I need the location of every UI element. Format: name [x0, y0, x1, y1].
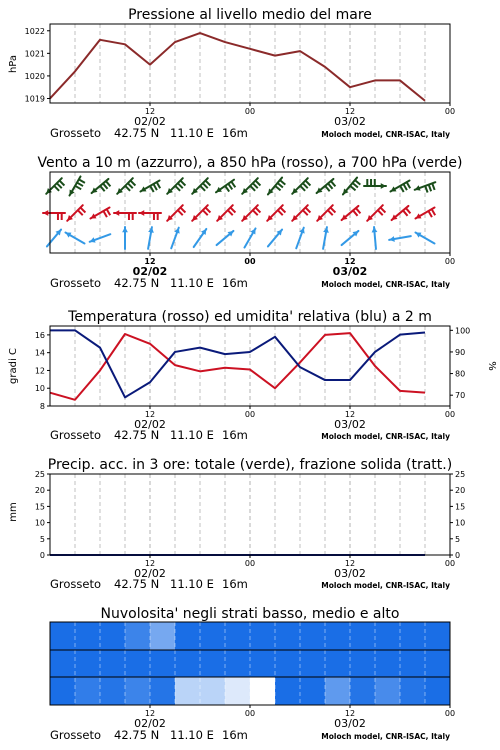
wind-barb-feather: [75, 186, 81, 190]
pressure-series: [50, 33, 425, 101]
x-tick-label: 12: [344, 257, 356, 266]
x-date-label: 02/02: [132, 265, 168, 278]
cloud-cell: [75, 622, 100, 650]
wind-arrow: [317, 179, 336, 193]
wind-arrow-head: [114, 210, 119, 216]
wind-barb-feather: [125, 186, 130, 191]
wind-barb-feather: [157, 182, 161, 188]
x-tick-label: 00: [444, 257, 456, 266]
pressure-grid: [75, 24, 425, 103]
wind-barb-feather: [59, 181, 64, 186]
model-credit: Moloch model, CNR-ISAC, Italy: [321, 732, 450, 741]
temperature-footer: [50, 428, 450, 442]
cloud-cell: [125, 650, 150, 677]
wind-barb-feather: [305, 181, 310, 186]
x-date-label: 03/02: [334, 418, 366, 431]
location-lat: 42.75 N: [114, 276, 160, 290]
location-elev: 16m: [222, 428, 248, 442]
cloud-cell: [375, 650, 400, 677]
cloud-cell: [200, 622, 225, 650]
y-tick-label: 1022: [24, 26, 45, 36]
wind-barb-feather: [180, 208, 185, 213]
cloud-cell: [400, 622, 425, 650]
precipitation-panel: [8, 457, 465, 591]
temperature-title: Temperatura (rosso) ed umidita' relativa (blu) a 2 m: [68, 309, 432, 325]
wind-barb-feather: [356, 208, 360, 213]
wind-barb-feather: [325, 186, 329, 191]
x-tick-label: 00: [444, 559, 456, 568]
wind-barb-feather: [305, 208, 310, 213]
y-tick-label: 10: [34, 518, 45, 528]
y-tick-label: 25: [455, 470, 466, 479]
cloud-cell: [275, 622, 300, 650]
wind-barb-feather: [205, 208, 210, 213]
wind-barb-feather: [328, 183, 332, 188]
wind-barb-feather: [432, 209, 436, 215]
wind-arrow: [192, 205, 210, 221]
location-lat: 42.75 N: [114, 577, 160, 591]
wind-barb-feather: [153, 184, 157, 190]
y-tick-label: 10: [34, 384, 45, 394]
wind-barb-feather: [205, 181, 210, 186]
y-tick-label: 16: [34, 330, 45, 340]
cloud-cell: [325, 650, 350, 677]
wind-barb-feather: [275, 186, 280, 190]
wind-barb-feather: [400, 186, 404, 192]
cloud-cell: [375, 677, 400, 705]
temperature-line: [50, 333, 425, 400]
x-tick-label: 00: [244, 410, 256, 419]
wind-barb-feather: [331, 181, 335, 186]
wind-barb-feather: [403, 210, 407, 215]
wind-arrow: [415, 233, 434, 244]
wind-barb-feather: [278, 210, 283, 215]
wind-barb-feather: [79, 179, 85, 183]
y-tick-label: 5: [455, 534, 461, 544]
wind-barb-feather: [200, 186, 205, 191]
y-tick-label: 1021: [24, 49, 45, 59]
cloud-cell: [225, 677, 250, 705]
wind-barb-feather: [178, 210, 183, 215]
wind-barb-feather: [80, 208, 85, 213]
cloud-title: Nuvolosita' negli strati basso, medio e alto: [100, 606, 400, 622]
cloud-cell: [200, 677, 225, 705]
x-tick-label: 12: [344, 107, 356, 116]
precipitation-grid: [75, 474, 425, 555]
wind-barb-feather: [355, 180, 360, 184]
x-tick-label: 12: [344, 410, 356, 419]
cloud-cell: [175, 677, 200, 705]
location-elev: 16m: [222, 276, 248, 290]
cloud-cell: [175, 650, 200, 677]
wind-barb-feather: [350, 186, 355, 190]
cloud-cell: [325, 677, 350, 705]
y-tick-label: 90: [455, 347, 466, 357]
wind-barb-feather: [407, 182, 411, 188]
x-tick-label: 12: [144, 709, 156, 718]
temperature-grid: [75, 326, 425, 406]
x-tick-label: 12: [144, 410, 156, 419]
cloud-cell: [375, 622, 400, 650]
wind-arrow: [343, 178, 360, 195]
x-date-label: 02/02: [134, 115, 166, 128]
x-date-label: 03/02: [334, 567, 366, 580]
location-name: Grosseto: [50, 126, 102, 140]
cloud-cell: [300, 677, 325, 705]
y-tick-label: 10: [455, 518, 466, 528]
wind-barb-feather: [280, 208, 285, 213]
wind-barb-feather: [78, 210, 83, 215]
location-name: Grosseto: [50, 276, 102, 290]
cloud-cell: [100, 677, 125, 705]
cloud-cell: [150, 622, 175, 650]
wind-arrow: [43, 210, 65, 220]
y-tick-label: 100: [455, 326, 471, 336]
wind-arrow-head: [381, 183, 386, 189]
wind-arrow: [167, 205, 185, 221]
x-date-label: 03/02: [334, 717, 366, 730]
wind-barb-feather: [228, 184, 232, 190]
wind-arrow: [267, 205, 285, 221]
wind-arrow: [372, 227, 378, 249]
wind-arrow: [367, 205, 385, 221]
y-tick-label: 1019: [24, 94, 45, 104]
wind-arrow: [47, 230, 61, 247]
wind-barb-feather: [57, 183, 62, 188]
location-elev: 16m: [222, 126, 248, 140]
location-name: Grosseto: [50, 428, 102, 442]
wind-barbs: [43, 176, 435, 249]
cloud-cell: [250, 622, 275, 650]
wind-arrow: [122, 227, 128, 249]
precipitation-frame: [50, 474, 450, 555]
temperature-ylabel: gradi C: [8, 348, 19, 384]
wind-arrow: [46, 178, 64, 194]
wind-barb-feather: [432, 183, 434, 190]
wind-arrow: [268, 178, 285, 195]
wind-panel: [37, 155, 462, 290]
wind-barb-feather: [106, 181, 110, 186]
wind-barb-feather: [428, 211, 432, 217]
temperature-humidity-series: [50, 330, 425, 399]
wind-barb-feather: [378, 210, 383, 215]
cloud-cell: [250, 677, 275, 705]
x-tick-label: 12: [144, 559, 156, 568]
cloud-cell: [175, 622, 200, 650]
wind-barb-feather: [380, 208, 385, 213]
y-tick-label: 20: [455, 486, 466, 496]
y-tick-label: 8: [39, 402, 45, 411]
wind-arrow: [65, 233, 84, 244]
precipitation-yticks-right: [450, 470, 465, 560]
wind-barb-feather: [330, 208, 335, 213]
pressure-footer: [50, 126, 450, 140]
location-lon: 11.10 E: [170, 276, 214, 290]
wind-barb-feather: [353, 210, 357, 215]
temperature-yticks: [35, 331, 50, 411]
location-lon: 11.10 E: [170, 126, 214, 140]
wind-barb-feather: [130, 181, 135, 186]
cloud-cell: [350, 650, 375, 677]
wind-barb-feather: [253, 210, 258, 215]
location-lat: 42.75 N: [114, 126, 160, 140]
cloud-cell: [400, 677, 425, 705]
wind-arrow: [92, 179, 111, 193]
precipitation-yticks: [35, 470, 50, 560]
pressure-panel: [8, 7, 455, 140]
cloud-cell: [350, 622, 375, 650]
humidity-yticks: [450, 326, 470, 400]
y-tick-label: 80: [455, 369, 466, 379]
x-tick-label: 00: [244, 559, 256, 568]
wind-barb-feather: [230, 208, 235, 213]
x-date-label: 03/02: [334, 115, 366, 128]
wind-arrow: [117, 178, 135, 194]
wind-arrow: [217, 205, 235, 221]
location-name: Grosseto: [50, 577, 102, 591]
y-tick-label: 20: [34, 486, 45, 496]
pressure-ylabel: hPa: [8, 54, 19, 74]
wind-arrow: [242, 205, 260, 221]
location-lon: 11.10 E: [170, 428, 214, 442]
pressure-frame: [50, 24, 450, 103]
cloud-cell: [125, 677, 150, 705]
y-tick-label: 14: [34, 348, 45, 358]
y-tick-label: 0: [455, 551, 461, 560]
x-tick-label: 12: [144, 107, 156, 116]
pressure-xticks: [134, 103, 455, 128]
y-tick-label: 1020: [24, 71, 45, 81]
wind-arrow-head: [43, 210, 48, 216]
wind-barb-feather: [406, 208, 410, 213]
wind-barb-feather: [180, 181, 185, 186]
cloud-footer: [50, 728, 450, 742]
wind-barb-feather: [54, 186, 59, 191]
model-credit: Moloch model, CNR-ISAC, Italy: [321, 581, 450, 590]
wind-barb-feather: [225, 186, 229, 192]
cloud-cell: [425, 650, 450, 677]
cloud-cell: [275, 650, 300, 677]
model-credit: Moloch model, CNR-ISAC, Italy: [321, 432, 450, 441]
x-tick-label: 00: [444, 410, 456, 419]
location-lon: 11.10 E: [170, 728, 214, 742]
location-lon: 11.10 E: [170, 577, 214, 591]
y-tick-label: 15: [34, 502, 45, 512]
wind-barb-feather: [303, 210, 308, 215]
wind-arrow: [242, 178, 260, 194]
y-tick-label: 15: [455, 502, 466, 512]
wind-xticks: [133, 253, 455, 278]
wind-arrow: [317, 205, 335, 221]
y-tick-label: 12: [34, 366, 45, 376]
y-tick-label: 0: [39, 551, 45, 560]
cloud-cell: [100, 650, 125, 677]
cloud-cell: [300, 622, 325, 650]
wind-arrow-head: [122, 227, 128, 232]
wind-arrow: [392, 206, 411, 220]
wind-arrow: [67, 205, 85, 221]
location-elev: 16m: [222, 577, 248, 591]
x-tick-label: 00: [244, 257, 256, 266]
x-tick-label: 00: [444, 107, 456, 116]
cloud-cell: [400, 650, 425, 677]
precipitation-ylabel: mm: [8, 502, 19, 522]
wind-arrow: [167, 178, 185, 194]
cloud-cell: [325, 622, 350, 650]
wind-barb-feather: [403, 184, 407, 190]
x-tick-label: 00: [244, 709, 256, 718]
precipitation-title: Precip. acc. in 3 ore: totale (verde), frazione solida (tratt.): [47, 457, 453, 473]
x-tick-label: 12: [144, 257, 156, 266]
location-name: Grosseto: [50, 728, 102, 742]
wind-barb-feather: [203, 183, 208, 188]
wind-arrow: [323, 227, 329, 249]
cloud-xticks: [134, 705, 455, 730]
wind-barb-feather: [150, 186, 154, 192]
wind-barb-feather: [278, 183, 283, 187]
wind-arrow-head: [139, 210, 144, 216]
cloud-cell: [100, 622, 125, 650]
precipitation-footer: [50, 577, 450, 591]
model-credit: Moloch model, CNR-ISAC, Italy: [321, 280, 450, 289]
wind-barb-feather: [328, 210, 333, 215]
x-date-label: 02/02: [134, 717, 166, 730]
cloud-cell: [350, 677, 375, 705]
cloud-cell: [200, 650, 225, 677]
pressure-title: Pressione al livello medio del mare: [128, 7, 372, 23]
cloud-cell: [225, 650, 250, 677]
wind-arrow: [342, 206, 361, 220]
humidity-line: [50, 330, 425, 397]
wind-barb-feather: [100, 186, 104, 191]
cloud-cell: [225, 622, 250, 650]
wind-barb-feather: [77, 183, 83, 187]
x-date-label: 03/02: [332, 265, 368, 278]
temperature-panel: [8, 309, 497, 442]
cloud-cell: [50, 622, 75, 650]
y-tick-label: 25: [34, 470, 45, 479]
location-lat: 42.75 N: [114, 728, 160, 742]
wind-arrow: [292, 205, 310, 221]
wind-barb-feather: [175, 186, 180, 191]
wind-barb-feather: [128, 183, 133, 188]
wind-barb-feather: [300, 186, 305, 191]
cloud-cell: [150, 677, 175, 705]
x-tick-label: 12: [344, 709, 356, 718]
location-elev: 16m: [222, 728, 248, 742]
wind-barb-feather: [303, 183, 308, 188]
cloud-cell: [150, 650, 175, 677]
wind-arrow-head: [372, 227, 378, 232]
wind-arrow: [148, 227, 154, 249]
x-tick-label: 00: [444, 709, 456, 718]
x-tick-label: 12: [344, 559, 356, 568]
wind-barb-feather: [103, 183, 107, 188]
model-credit: Moloch model, CNR-ISAC, Italy: [321, 130, 450, 139]
wind-arrow: [296, 228, 304, 249]
pressure-yticks: [25, 27, 50, 104]
wind-arrow: [171, 228, 179, 249]
cloud-cell: [275, 677, 300, 705]
wind-barb-feather: [203, 210, 208, 215]
wind-barb-feather: [429, 185, 431, 192]
wind-footer: [50, 276, 450, 290]
cloud-cell: [425, 677, 450, 705]
wind-arrow: [216, 180, 235, 193]
x-date-label: 02/02: [134, 418, 166, 431]
humidity-ylabel: %: [486, 361, 497, 371]
wind-arrow: [192, 178, 210, 194]
wind-barb-feather: [353, 183, 358, 187]
y-tick-label: 70: [455, 391, 466, 401]
wind-title: Vento a 10 m (azzurro), a 850 hPa (rosso), a 700 hPa (verde): [37, 155, 463, 171]
x-tick-label: 00: [244, 107, 256, 116]
cloud-cell: [50, 650, 75, 677]
wind-barb-feather: [231, 182, 235, 188]
wind-barb-feather: [253, 183, 258, 188]
wind-barb-feather: [425, 186, 427, 193]
cloud-cell: [425, 622, 450, 650]
cloud-cell: [125, 622, 150, 650]
location-lat: 42.75 N: [114, 428, 160, 442]
x-date-label: 02/02: [134, 567, 166, 580]
wind-arrow: [415, 182, 436, 192]
cloud-cell: [300, 650, 325, 677]
pressure-line: [50, 33, 425, 101]
cloud-panel: [50, 606, 455, 742]
y-tick-label: 5: [39, 534, 45, 544]
wind-barb-feather: [228, 210, 233, 215]
wind-barb-feather: [255, 181, 260, 186]
wind-barb-feather: [250, 186, 255, 191]
wind-arrow: [70, 176, 85, 195]
wind-arrow: [292, 178, 310, 194]
cloud-cell: [75, 650, 100, 677]
cloud-cell: [250, 650, 275, 677]
wind-barb-feather: [280, 180, 285, 184]
wind-barb-feather: [107, 209, 111, 215]
wind-barb-feather: [178, 183, 183, 188]
cloud-cell: [50, 677, 75, 705]
cloud-cell: [75, 677, 100, 705]
wind-barb-feather: [255, 208, 260, 213]
wind-barb-feather: [103, 211, 107, 217]
